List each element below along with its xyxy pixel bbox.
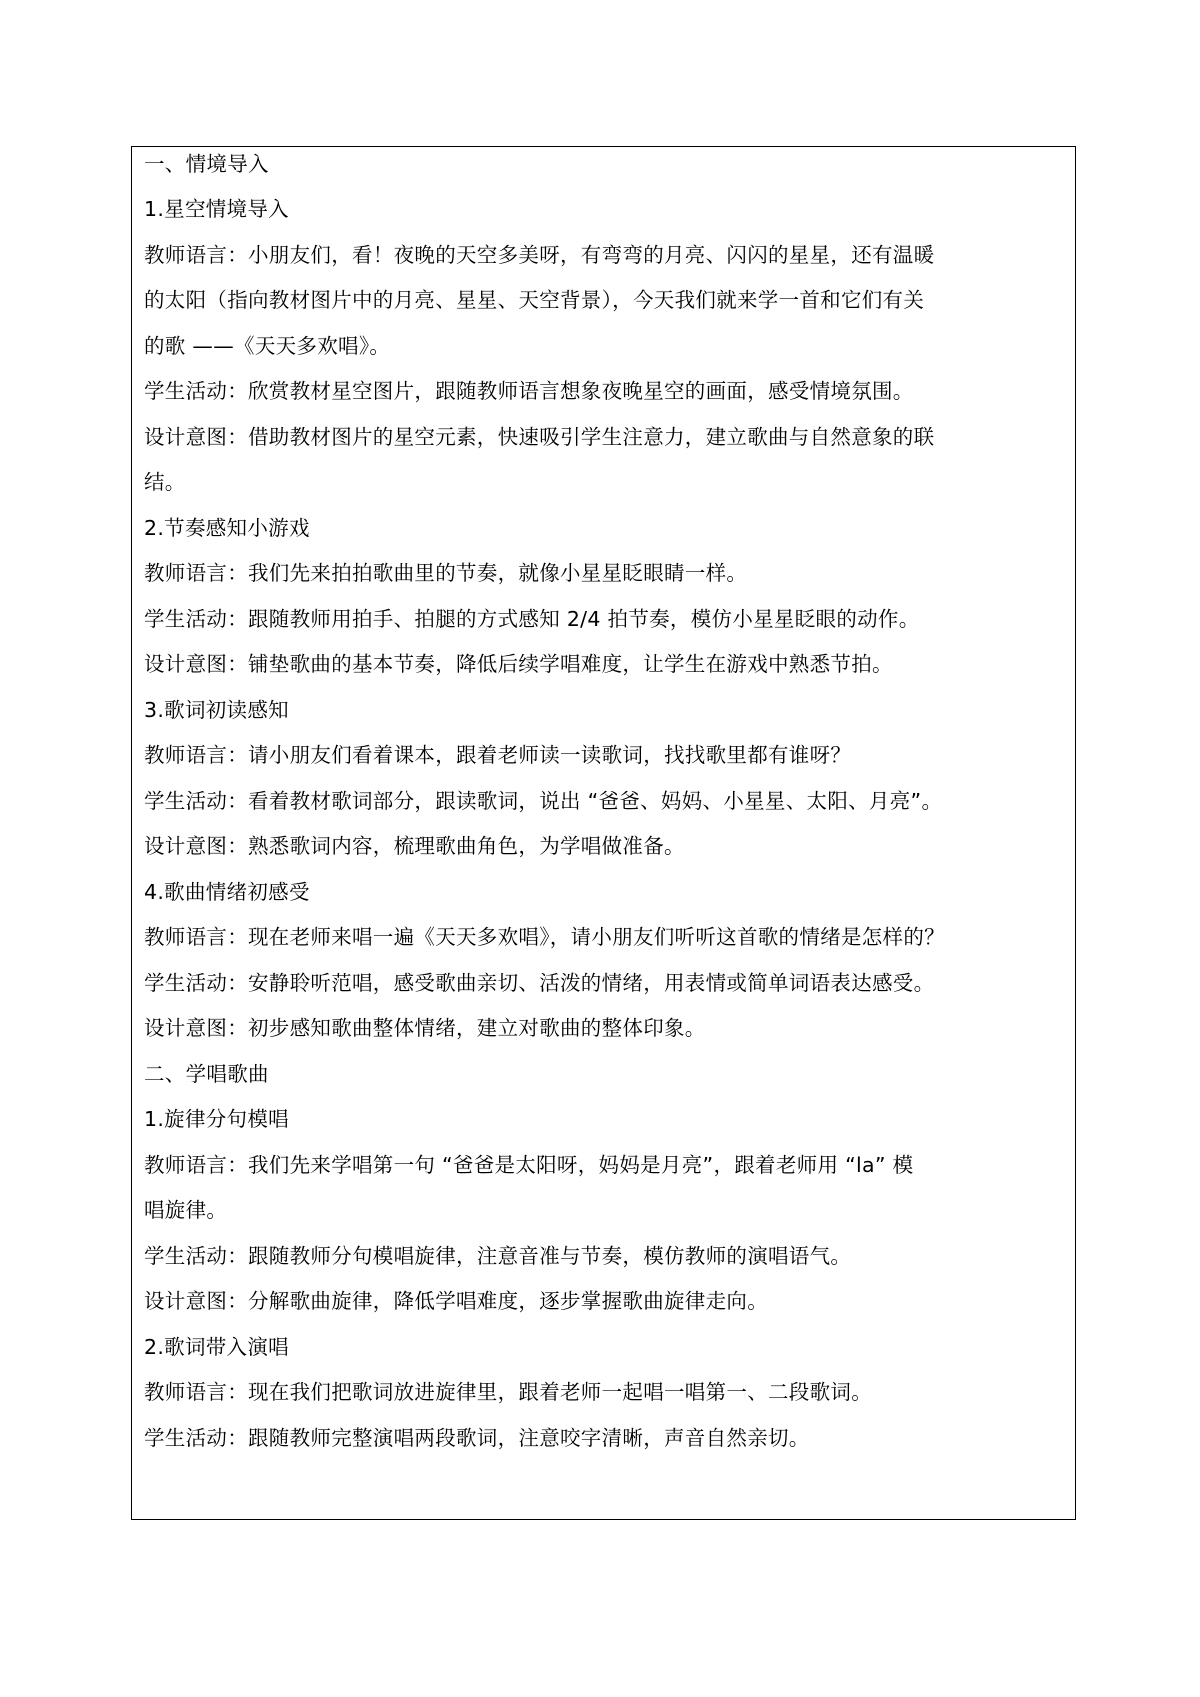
- paragraph-line: 设计意图：熟悉歌词内容，梳理歌曲角色，为学唱做准备。: [144, 834, 685, 858]
- subheading-song-emotion: 4.歌曲情绪初感受: [144, 880, 310, 904]
- paragraph-line: 教师语言：我们先来拍拍歌曲里的节奏，就像小星星眨眼睛一样。: [144, 561, 748, 585]
- paragraph-line: 教师语言：小朋友们，看！夜晚的天空多美呀，有弯弯的月亮、闪闪的星星，还有温暖: [144, 243, 935, 267]
- paragraph-line: 学生活动：跟随教师用拍手、拍腿的方式感知 2/4 拍节奏，模仿小星星眨眼的动作。: [144, 607, 920, 631]
- subheading-lyrics-reading: 3.歌词初读感知: [144, 698, 289, 722]
- paragraph-line: 的歌 ——《天天多欢唱》。: [144, 334, 391, 358]
- paragraph-line: 教师语言：我们先来学唱第一句 “爸爸是太阳呀，妈妈是月亮”，跟着老师用 “la” 模: [144, 1153, 914, 1177]
- paragraph-line: 教师语言：请小朋友们看着课本，跟着老师读一读歌词，找找歌里都有谁呀？: [144, 743, 852, 767]
- section-heading-situation-intro: 一、情境导入: [144, 152, 269, 176]
- paragraph-line: 设计意图：初步感知歌曲整体情绪，建立对歌曲的整体印象。: [144, 1016, 706, 1040]
- paragraph-line: 学生活动：跟随教师完整演唱两段歌词，注意咬字清晰，声音自然亲切。: [144, 1426, 810, 1450]
- paragraph-line: 结。: [144, 470, 186, 494]
- paragraph-line: 学生活动：跟随教师分句模唱旋律，注意音准与节奏，模仿教师的演唱语气。: [144, 1244, 852, 1268]
- paragraph-line: 设计意图：铺垫歌曲的基本节奏，降低后续学唱难度，让学生在游戏中熟悉节拍。: [144, 652, 893, 676]
- subheading-rhythm-game: 2.节奏感知小游戏: [144, 516, 310, 540]
- paragraph-line: 唱旋律。: [144, 1198, 228, 1222]
- subheading-melody-imitation: 1.旋律分句模唱: [144, 1107, 289, 1131]
- paragraph-line: 设计意图：借助教材图片的星空元素，快速吸引学生注意力，建立歌曲与自然意象的联: [144, 425, 935, 449]
- paragraph-line: 设计意图：分解歌曲旋律，降低学唱难度，逐步掌握歌曲旋律走向。: [144, 1289, 768, 1313]
- subheading-lyrics-singing: 2.歌词带入演唱: [144, 1335, 289, 1359]
- paragraph-line: 教师语言：现在老师来唱一遍《天天多欢唱》，请小朋友们听听这首歌的情绪是怎样的？: [144, 925, 945, 949]
- paragraph-line: 教师语言：现在我们把歌词放进旋律里，跟着老师一起唱一唱第一、二段歌词。: [144, 1380, 872, 1404]
- paragraph-line: 学生活动：安静聆听范唱，感受歌曲亲切、活泼的情绪，用表情或简单词语表达感受。: [144, 971, 935, 995]
- section-heading-learn-song: 二、学唱歌曲: [144, 1062, 269, 1086]
- subheading-starry-sky: 1.星空情境导入: [144, 197, 289, 221]
- paragraph-line: 的太阳（指向教材图片中的月亮、星星、天空背景），今天我们就来学一首和它们有关: [144, 288, 925, 312]
- paragraph-line: 学生活动：欣赏教材星空图片，跟随教师语言想象夜晚星空的画面，感受情境氛围。: [144, 379, 914, 403]
- lesson-plan-table-cell: [131, 146, 1076, 1520]
- paragraph-line: 学生活动：看着教材歌词部分，跟读歌词，说出 “爸爸、妈妈、小星星、太阳、月亮”。: [144, 789, 943, 813]
